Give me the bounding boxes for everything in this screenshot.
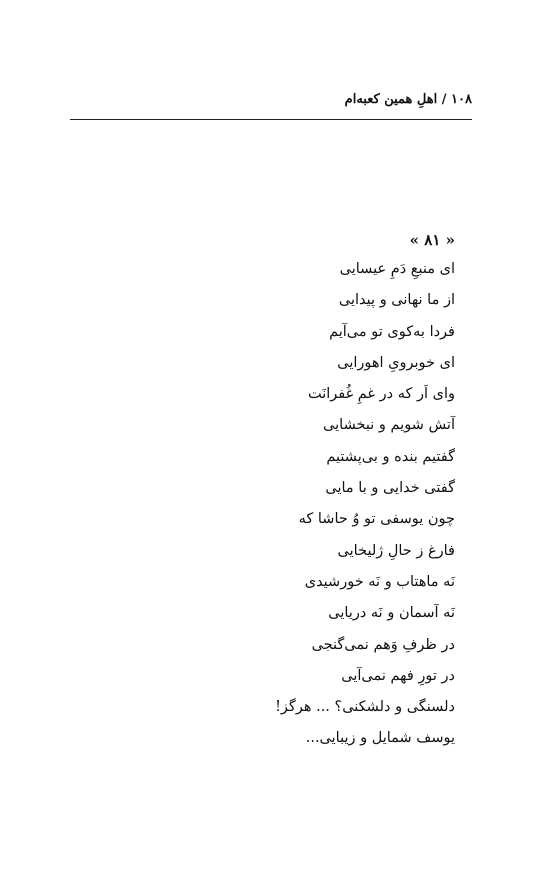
verse-line: دلسنگی و دلشکنی؟ ... هرگز!	[275, 699, 455, 716]
verse-line: ای خوبرویِ اهورایی	[337, 354, 455, 371]
verse-line: نَه آسمان و نَه دریایی	[328, 605, 455, 622]
poem	[200, 226, 455, 755]
verse-line: ای منبعِ دَمِ عیسایی	[339, 261, 455, 277]
verse-line: آتش شویم و نبخشایی	[323, 417, 455, 434]
running-header: ۱۰۸ / اهلِ همین کعبه‌ام	[344, 92, 472, 107]
verse-line: در ظرفِ وَهم نمی‌گنجی	[311, 636, 455, 653]
poem-number: « ۸۱ »	[409, 231, 455, 249]
verse-line: از ما نهانی و پیدایی	[338, 292, 455, 309]
verse-line: گفتی خدایی و با مایی	[325, 480, 455, 497]
verse-line: نَه ماهتاب و نَه خورشیدی	[304, 573, 455, 590]
verse-line: فردا به‌کوی تو می‌آیم	[329, 323, 455, 340]
verse-line: فارغ ز حالِ ژلیخایی	[337, 542, 455, 559]
verse-list	[200, 254, 455, 755]
verse-line: یوسف شمایل و زیبایی...	[305, 730, 455, 747]
header-rule	[70, 119, 472, 120]
verse-line: گفتیم بنده و بی‌پشتیم	[326, 448, 455, 465]
verse-line: در تورِ فهم نمی‌آیی	[341, 667, 455, 684]
verse-line: وای اَر که در غمِ غُفرانَت	[307, 386, 455, 403]
verse-line: چون یوسفی تو وُ حاشا که	[298, 511, 455, 528]
